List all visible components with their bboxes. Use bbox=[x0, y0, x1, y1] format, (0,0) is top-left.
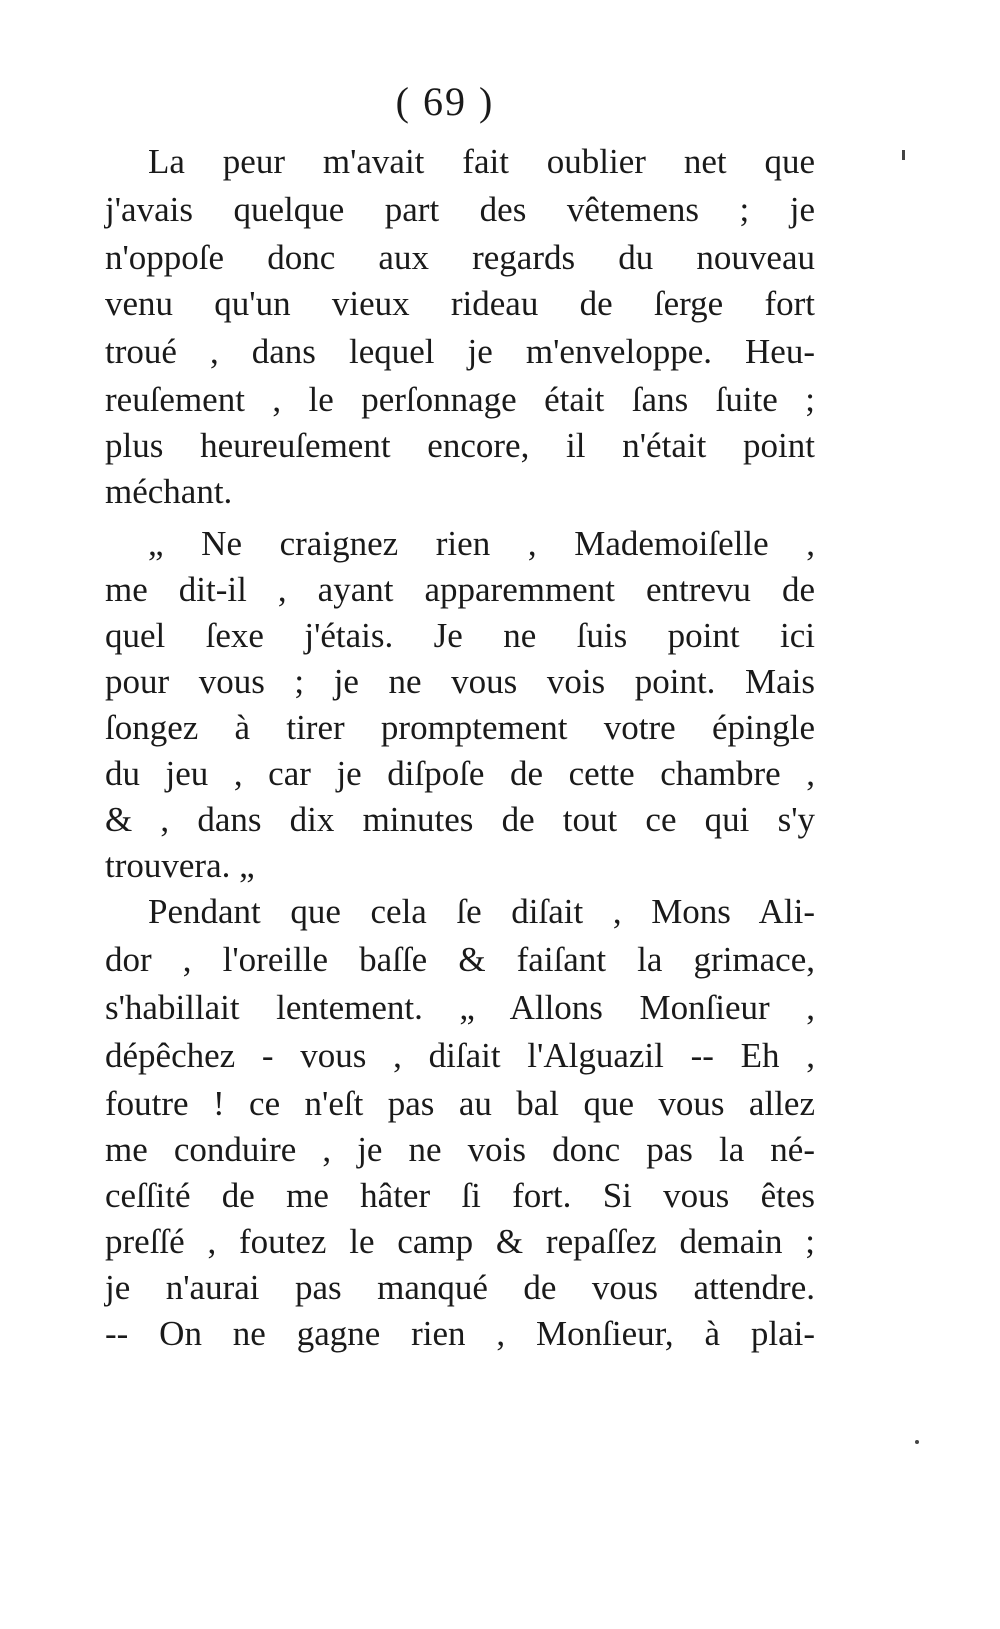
text-line: me conduire , je ne vois donc pas la né- bbox=[105, 1130, 815, 1169]
text-line: troué , dans lequel je m'enveloppe. Heu- bbox=[105, 332, 815, 371]
text-line: -- On ne gagne rien , Monſieur, à plai- bbox=[105, 1314, 815, 1353]
text-line: La peur m'avait fait oublier net que bbox=[148, 142, 815, 181]
text-line: ceſſité de me hâter ſi fort. Si vous êtes bbox=[105, 1176, 815, 1215]
text-line: méchant. bbox=[105, 472, 233, 511]
text-line: je n'aurai pas manqué de vous attendre. bbox=[105, 1268, 815, 1307]
text-line: quel ſexe j'étais. Je ne ſuis point ici bbox=[105, 616, 815, 655]
text-line: Pendant que cela ſe diſait , Mons Ali- bbox=[148, 892, 815, 931]
text-line: pour vous ; je ne vous vois point. Mais bbox=[105, 662, 815, 701]
text-line: trouvera. „ bbox=[105, 846, 255, 885]
text-line: s'habillait lentement. „ Allons Monſieur , bbox=[105, 988, 815, 1027]
text-line: reuſement , le perſonnage était ſans ſuite ; bbox=[105, 380, 815, 419]
text-line: j'avais quelque part des vêtemens ; je bbox=[105, 190, 815, 229]
text-line: dépêchez - vous , diſait l'Alguazil -- Eh , bbox=[105, 1036, 815, 1075]
text-line: foutre ! ce n'eſt pas au bal que vous allez bbox=[105, 1084, 815, 1123]
text-line: venu qu'un vieux rideau de ſerge fort bbox=[105, 284, 815, 323]
text-line: n'oppoſe donc aux regards du nouveau bbox=[105, 238, 815, 277]
page-number: ( 69 ) bbox=[395, 79, 495, 124]
text-line: plus heureuſement encore, il n'était point bbox=[105, 426, 815, 465]
text-line: me dit-il , ayant apparemment entrevu de bbox=[105, 570, 815, 609]
text-line: & , dans dix minutes de tout ce qui s'y bbox=[105, 800, 815, 839]
text-line: du jeu , car je diſpoſe de cette chambre , bbox=[105, 754, 815, 793]
text-line: dor , l'oreille baſſe & faiſant la grimace, bbox=[105, 940, 815, 979]
text-line: ſongez à tirer promptement votre épingle bbox=[105, 708, 815, 747]
text-line: preſſé , foutez le camp & repaſſez demain ; bbox=[105, 1222, 815, 1261]
text-line: „ Ne craignez rien , Mademoiſelle , bbox=[148, 524, 815, 563]
ink-speck bbox=[915, 1440, 919, 1444]
ink-speck bbox=[902, 150, 905, 160]
